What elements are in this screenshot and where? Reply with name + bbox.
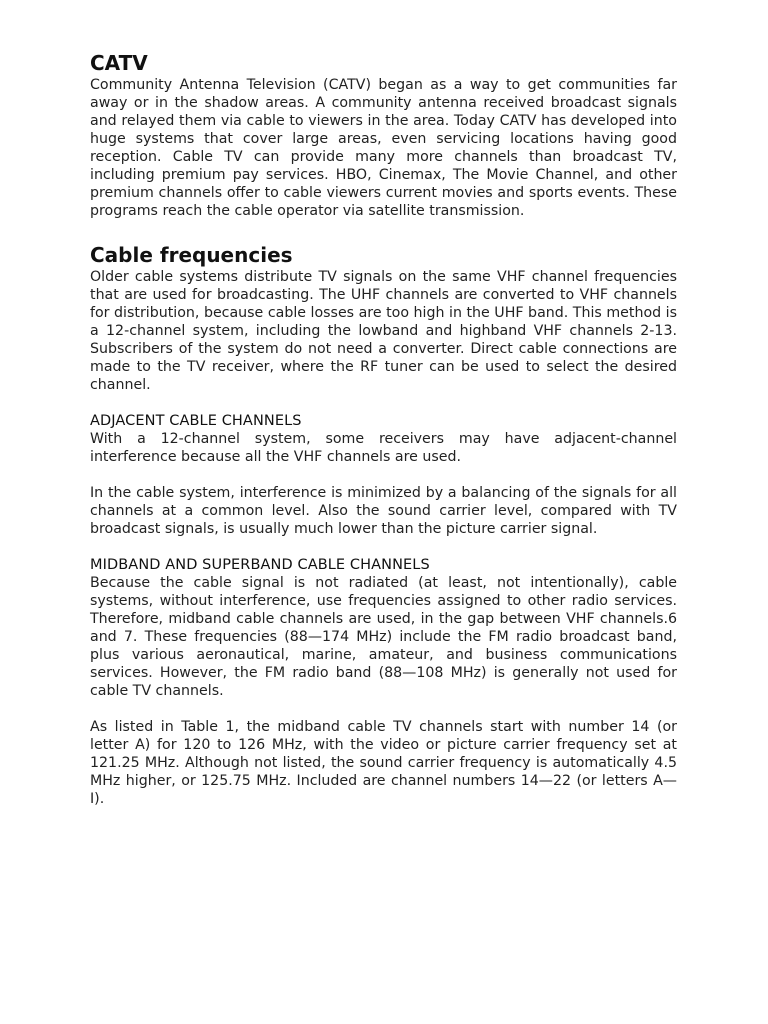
heading-adjacent-cable-channels: ADJACENT CABLE CHANNELS — [90, 413, 302, 429]
document-page — [90, 50, 677, 808]
heading-catv: CATV — [90, 51, 148, 75]
paragraph-adjacent-1: With a 12-channel system, some receivers may have adjacent-channel interference because all the VHF channels are used. — [90, 431, 677, 465]
heading-midband-superband: MIDBAND AND SUPERBAND CABLE CHANNELS — [90, 557, 430, 573]
paragraph-catv: Community Antenna Television (CATV) began as a way to get communities far away or in the shadow areas. A community antenna received broadcast signals and relayed them via cable to viewers in the area. Today CATV has developed into huge systems that cover large areas, even servicing locations having good reception. Cable TV can provide many more channels than broadcast TV, including premium pay services. HBO, Cinemax, The Movie Channel, and other premium channels offer to cable viewers current movies and sports events. These programs reach the cable operator via satellite transmission. — [90, 77, 677, 219]
paragraph-cable-frequencies: Older cable systems distribute TV signals on the same VHF channel frequencies that are used for broadcasting. The UHF channels are converted to VHF channels for distribution, because cable losses are too high in the UHF band. This method is a 12-channel system, including the lowband and highband VHF channels 2-13. Subscribers of the system do not need a converter. Direct cable connections are made to the TV receiver, where the RF tuner can be used to select the desired channel. — [90, 269, 677, 393]
paragraph-adjacent-2: In the cable system, interference is minimized by a balancing of the signals for all channels at a common level. Also the sound carrier level, compared with TV broadcast signals, is usually much lower than the picture carrier signal. — [90, 485, 677, 537]
heading-cable-frequencies: Cable frequencies — [90, 243, 293, 267]
paragraph-midband-2: As listed in Table 1, the midband cable TV channels start with number 14 (or letter A) for 120 to 126 MHz, with the video or picture carrier frequency set at 121.25 MHz. Although not listed, the sound carrier frequency is automatically 4.5 MHz higher, or 125.75 MHz. Included are channel numbers 14—22 (or letters A—I). — [90, 719, 677, 807]
paragraph-midband-1: Because the cable signal is not radiated (at least, not intentionally), cable systems, without interference, use frequencies assigned to other radio services. Therefore, midband cable channels are used, in the gap between VHF channels.6 and 7. These frequencies (88—174 MHz) include the FM radio broadcast band, plus various aeronautical, marine, amateur, and business communications services. However, the FM radio band (88—108 MHz) is generally not used for cable TV channels. — [90, 575, 677, 699]
